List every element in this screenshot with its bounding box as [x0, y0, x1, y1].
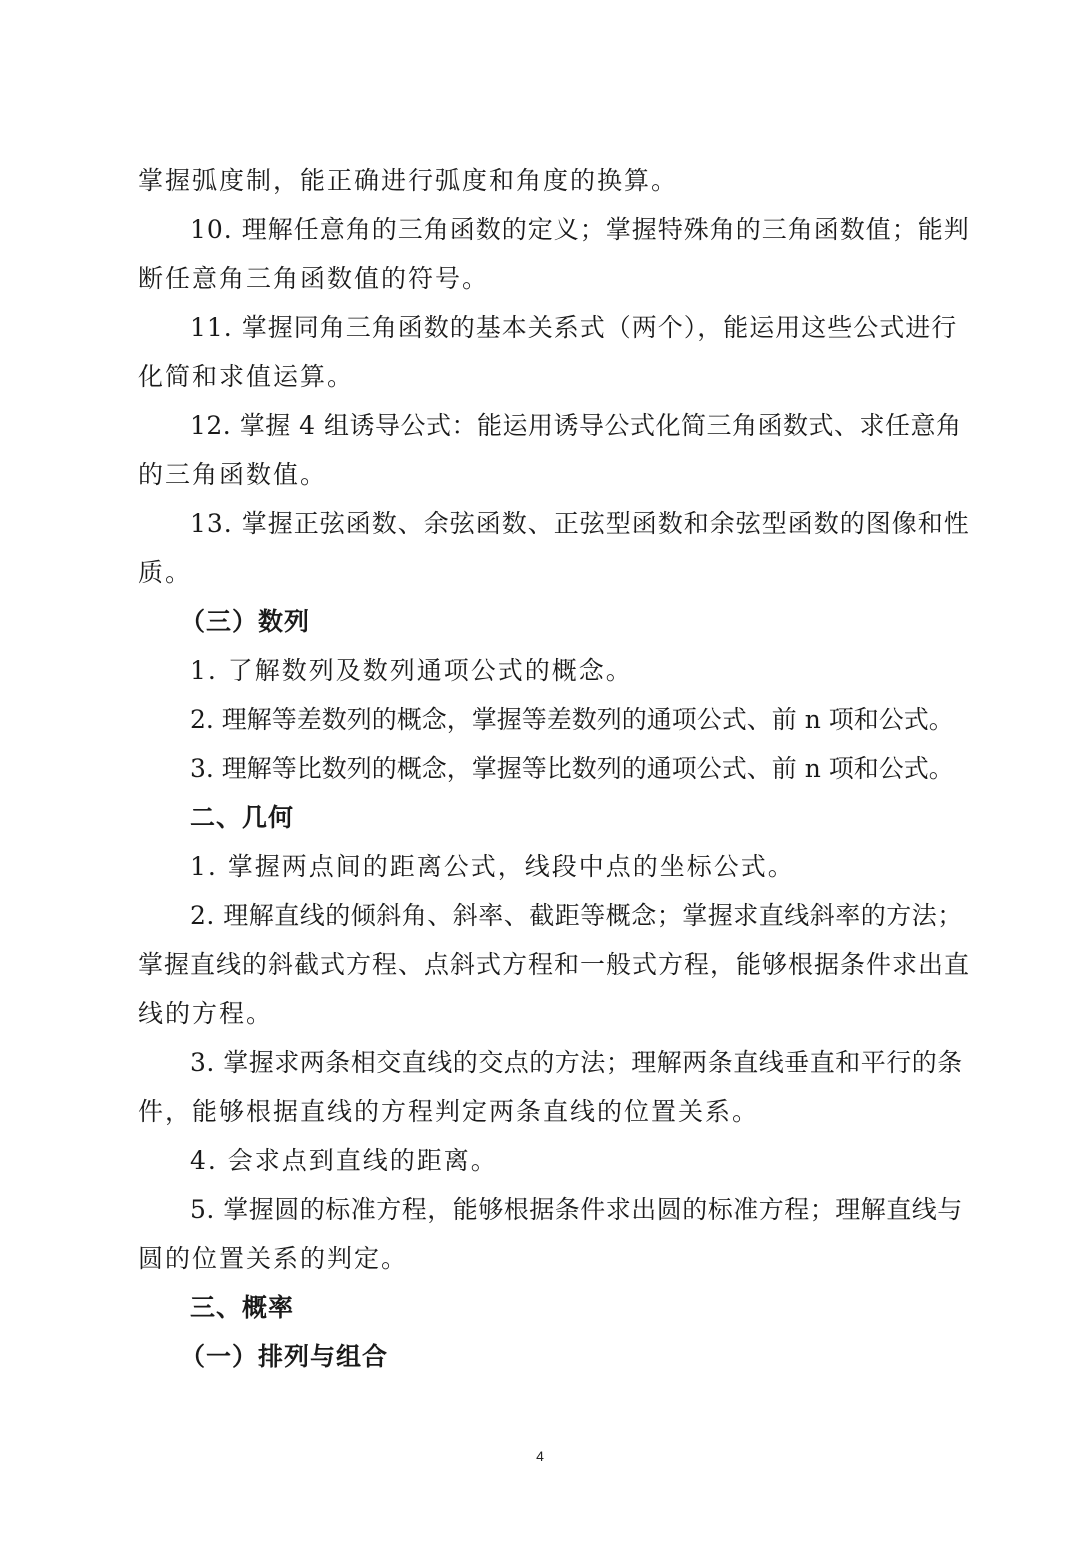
text-line: 10. 理解任意角的三角函数的定义；掌握特殊角的三角函数值；能判 [190, 215, 970, 244]
text-line: 5. 掌握圆的标准方程，能够根据条件求出圆的标准方程；理解直线与 [190, 1195, 963, 1224]
section-heading: 二、几何 [190, 803, 295, 832]
text-line: 的三角函数值。 [138, 460, 328, 489]
text-line: 11. 掌握同角三角函数的基本关系式（两个），能运用这些公式进行 [190, 313, 958, 342]
text-line: 1. 了解数列及数列通项公式的概念。 [190, 656, 633, 685]
text-line: 掌握弧度制，能正确进行弧度和角度的换算。 [138, 166, 679, 195]
text-line: 2. 理解直线的倾斜角、斜率、截距等概念；掌握求直线斜率的方法； [190, 901, 963, 930]
section-heading: 三、概率 [190, 1293, 295, 1322]
text-line: 2. 理解等差数列的概念，掌握等差数列的通项公式、前 n 项和公式。 [190, 705, 954, 734]
text-line: 1. 掌握两点间的距离公式，线段中点的坐标公式。 [190, 852, 795, 881]
text-line: 线的方程。 [138, 999, 274, 1028]
text-line: 圆的位置关系的判定。 [138, 1244, 409, 1273]
text-line: 13. 掌握正弦函数、余弦函数、正弦型函数和余弦型函数的图像和性 [190, 509, 970, 538]
section-heading: （三）数列 [180, 607, 311, 636]
section-heading: （一）排列与组合 [180, 1342, 389, 1371]
text-line: 化简和求值运算。 [138, 362, 355, 391]
text-line: 3. 理解等比数列的概念，掌握等比数列的通项公式、前 n 项和公式。 [190, 754, 954, 783]
text-line: 4. 会求点到直线的距离。 [190, 1146, 498, 1175]
text-line: 掌握直线的斜截式方程、点斜式方程和一般式方程，能够根据条件求出直 [138, 950, 971, 979]
text-line: 质。 [138, 558, 193, 587]
text-line: 3. 掌握求两条相交直线的交点的方法；理解两条直线垂直和平行的条 [190, 1048, 963, 1077]
text-line: 12. 掌握 4 组诱导公式：能运用诱导公式化简三角函数式、求任意角 [190, 411, 962, 440]
text-line: 断任意角三角函数值的符号。 [138, 264, 490, 293]
page-number: 4 [536, 1448, 544, 1464]
text-line: 件，能够根据直线的方程判定两条直线的位置关系。 [138, 1097, 760, 1126]
